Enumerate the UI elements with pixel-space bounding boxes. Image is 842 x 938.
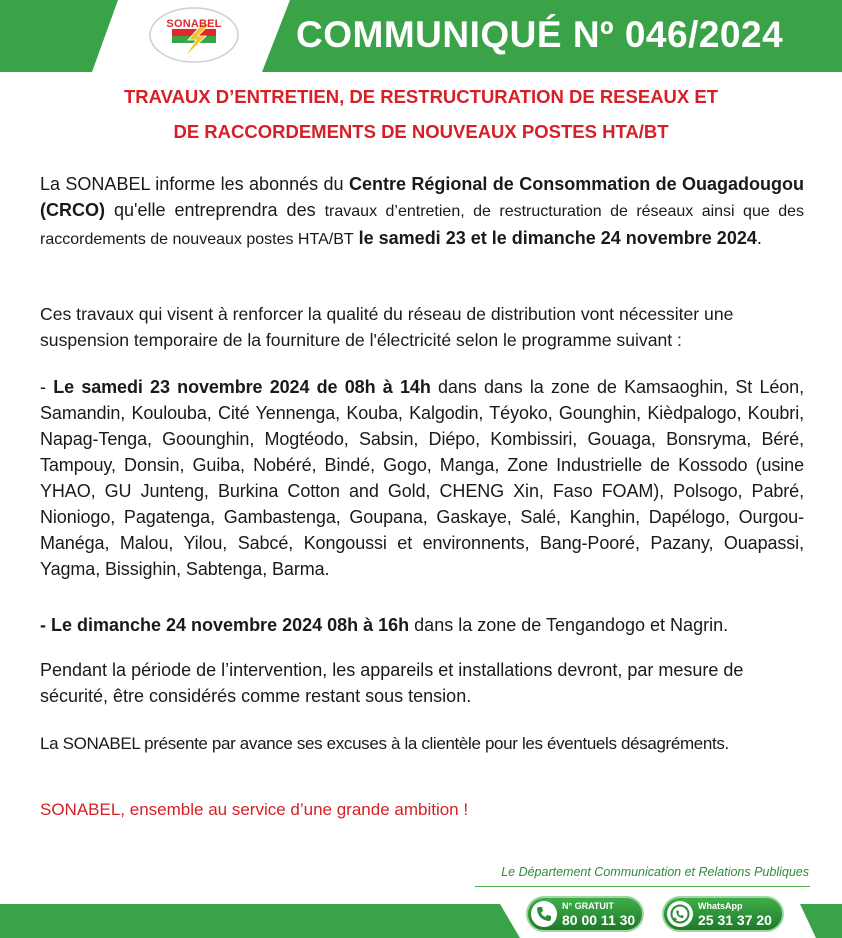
- logo-text: SONABEL: [166, 18, 222, 30]
- schedule-date-sunday: - Le dimanche 24 novembre 2024 08h à 16h: [40, 615, 410, 635]
- signature-divider: [475, 886, 810, 887]
- sonabel-logo: [148, 6, 240, 64]
- paragraph-suspension: Ces travaux qui visent à renforcer la qualité du réseau de distribution vont nécessiter une suspension temporaire de la fourniture de l'électricité selon le programme suivant :: [40, 304, 734, 350]
- title-line-2: DE RACCORDEMENTS DE NOUVEAUX POSTES HTA/BT: [173, 121, 669, 142]
- toll-free-badge[interactable]: [526, 896, 644, 932]
- communique-title: COMMUNIQUÉ Nº 046/2024: [296, 14, 784, 55]
- whatsapp-number: 25 31 37 20: [698, 912, 772, 928]
- intro-text-2: qu'elle entreprendra des: [105, 200, 325, 220]
- logo-emblem-icon: [148, 6, 240, 64]
- whatsapp-icon: [667, 901, 693, 927]
- header-banner: [0, 0, 842, 72]
- intro-text-1: La SONABEL informe les abonnés du: [40, 174, 349, 194]
- intro-text-3: travaux d’entretien, de restructuration de réseaux ainsi que des raccordements de nouveaux postes HTA/BT: [40, 203, 804, 248]
- paragraph-safety: Pendant la période de l’intervention, les appareils et installations devront, par mesure de sécurité, être considérés comme restant sous tension.: [40, 660, 744, 706]
- department-signature: Le Département Communication et Relations Publiques: [501, 865, 809, 879]
- toll-free-number: 80 00 11 30: [562, 912, 636, 928]
- slogan: SONABEL, ensemble au service d’une grande ambition !: [40, 800, 469, 819]
- intro-bold-dates: le samedi 23 et le dimanche 24 novembre 2024: [353, 228, 757, 248]
- schedule-item-sunday: [40, 612, 804, 638]
- paragraph-intro: [40, 171, 804, 253]
- schedule-zones-saturday: dans dans la zone de Kamsaoghin, St Léon, Samandin, Koulouba, Cité Yennenga, Kouba, Kalgodin, Téyoko, Gounghin, Kièdpalogo, Koubri, Napag-Tenga, Goounghin, Mogtéodo, Sabsin, Diépo, Kombissiri, Gouaga, Bonsryma, Béré, Tampouy, Donsin, Guiba, Nobéré, Bindé, Gogo, Manga, Zone Industrielle de Kossodo (usine YHAO, GU Junteng, Burkina Cotton and Gold, CHENG Xin, Faso FOAM), Polsogo, Pabré, Nioniogo, Pagatenga, Gambastenga, Goupana, Gaskaye, Salé, Kanghin, Dapélogo, Ourgou-Manéga, Malou, Yilou, Sabcé, Kongoussi et environnents, Bang-Pooré, Pazany, Ouapassi, Yagma, Bissighin, Sabtenga, Barma.: [40, 377, 804, 579]
- schedule-prefix: -: [40, 377, 54, 397]
- phone-icon: [531, 901, 557, 927]
- title-line-1: TRAVAUX D’ENTRETIEN, DE RESTRUCTURATION DE RESEAUX ET: [123, 86, 719, 107]
- intro-bold-centre: Centre Régional de Consommation de Ouagadougou (CRCO): [40, 174, 805, 220]
- schedule-zones-sunday: dans la zone de Tengandogo et Nagrin.: [409, 615, 729, 635]
- schedule-item-saturday: [40, 374, 804, 582]
- paragraph-apology: La SONABEL présente par avance ses excuses à la clientèle pour les éventuels désagréments.: [40, 734, 729, 753]
- schedule-date-saturday: Le samedi 23 novembre 2024 de 08h à 14h: [53, 377, 431, 397]
- whatsapp-label: WhatsApp: [698, 901, 743, 911]
- whatsapp-badge[interactable]: [662, 896, 784, 932]
- toll-free-label: N° GRATUIT: [562, 901, 614, 911]
- intro-text-4: .: [756, 228, 762, 248]
